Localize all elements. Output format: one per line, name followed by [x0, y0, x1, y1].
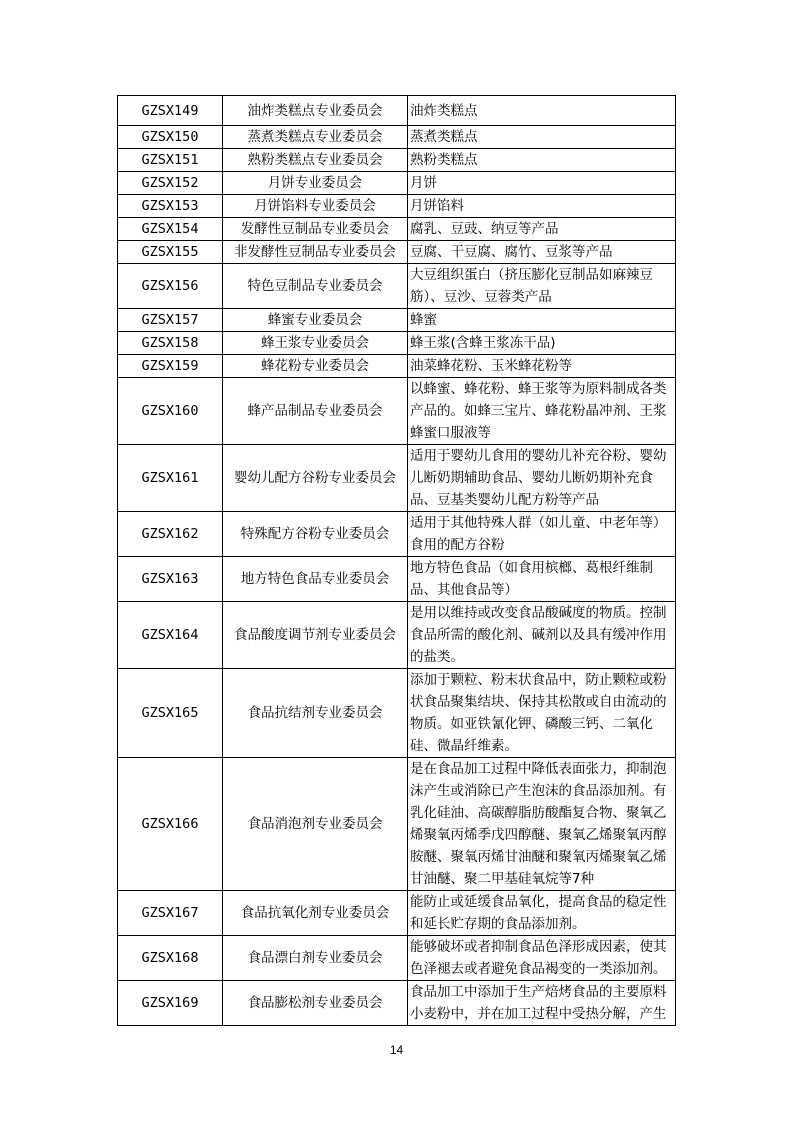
committee-name: 月饼馅料专业委员会	[223, 195, 408, 218]
committee-code: GZSX150	[118, 126, 223, 149]
committee-scope: 地方特色食品（如食用槟榔、葛根纤维制品、其他食品等）	[408, 557, 676, 602]
committee-scope: 熟粉类糕点	[408, 149, 676, 172]
committee-name: 蜂王浆专业委员会	[223, 332, 408, 355]
table-row	[118, 195, 676, 218]
table-row	[118, 126, 676, 149]
committee-scope: 以蜂蜜、蜂花粉、蜂王浆等为原料制成各类产品的。如蜂三宝片、蜂花粉晶冲剂、王浆蜂蜜口服液等	[408, 378, 676, 445]
committee-scope: 蜂蜜	[408, 309, 676, 332]
committee-scope: 豆腐、干豆腐、腐竹、豆浆等产品	[408, 241, 676, 264]
committee-code: GZSX160	[118, 378, 223, 445]
table-body	[118, 96, 676, 1026]
table-row	[118, 445, 676, 512]
committee-code: GZSX155	[118, 241, 223, 264]
committee-code: GZSX154	[118, 218, 223, 241]
committee-code: GZSX158	[118, 332, 223, 355]
table-row	[118, 758, 676, 891]
committee-name: 熟粉类糕点专业委员会	[223, 149, 408, 172]
committee-code: GZSX156	[118, 264, 223, 309]
page-number: 14	[389, 1043, 404, 1057]
table-row	[118, 669, 676, 758]
committee-name: 婴幼儿配方谷粉专业委员会	[223, 445, 408, 512]
committee-code: GZSX166	[118, 758, 223, 891]
table-row	[118, 96, 676, 126]
committee-name: 油炸类糕点专业委员会	[223, 96, 408, 126]
committee-code: GZSX157	[118, 309, 223, 332]
committee-code: GZSX165	[118, 669, 223, 758]
committee-name: 蒸煮类糕点专业委员会	[223, 126, 408, 149]
committee-code: GZSX167	[118, 891, 223, 936]
committee-code: GZSX163	[118, 557, 223, 602]
committee-code: GZSX164	[118, 602, 223, 669]
committee-name: 食品抗氧化剂专业委员会	[223, 891, 408, 936]
committee-name: 食品酸度调节剂专业委员会	[223, 602, 408, 669]
committee-name: 地方特色食品专业委员会	[223, 557, 408, 602]
table-row	[118, 981, 676, 1026]
table-row	[118, 602, 676, 669]
committee-name: 蜂产品制品专业委员会	[223, 378, 408, 445]
committee-scope: 是用以维持或改变食品酸碱度的物质。控制食品所需的酸化剂、碱剂以及具有缓冲作用的盐类。	[408, 602, 676, 669]
committee-table	[117, 95, 676, 1026]
committee-code: GZSX162	[118, 512, 223, 557]
committee-scope: 适用于其他特殊人群（如儿童、中老年等）食用的配方谷粉	[408, 512, 676, 557]
committee-scope: 能够破坏或者抑制食品色泽形成因素，使其色泽褪去或者避免食品褐变的一类添加剂。	[408, 936, 676, 981]
committee-scope: 蒸煮类糕点	[408, 126, 676, 149]
committee-name: 蜂花粉专业委员会	[223, 355, 408, 378]
committee-name: 食品漂白剂专业委员会	[223, 936, 408, 981]
committee-name: 特色豆制品专业委员会	[223, 264, 408, 309]
committee-scope: 添加于颗粒、粉末状食品中，防止颗粒或粉状食品聚集结块、保持其松散或自由流动的物质。如亚铁氰化钾、磷酸三钙、二氧化硅、微晶纤维素。	[408, 669, 676, 758]
committee-scope: 适用于婴幼儿食用的婴幼儿补充谷粉、婴幼儿断奶期辅助食品、婴幼儿断奶期补充食品、豆基类婴幼儿配方粉等产品	[408, 445, 676, 512]
committee-name: 食品抗结剂专业委员会	[223, 669, 408, 758]
committee-code: GZSX168	[118, 936, 223, 981]
table-row	[118, 936, 676, 981]
committee-code: GZSX149	[118, 96, 223, 126]
table-row	[118, 378, 676, 445]
committee-scope: 能防止或延缓食品氧化，提高食品的稳定性和延长贮存期的食品添加剂。	[408, 891, 676, 936]
committee-scope: 月饼	[408, 172, 676, 195]
table-row	[118, 557, 676, 602]
table-row	[118, 355, 676, 378]
committee-name: 特殊配方谷粉专业委员会	[223, 512, 408, 557]
committee-scope: 月饼馅料	[408, 195, 676, 218]
committee-code: GZSX161	[118, 445, 223, 512]
committee-name: 非发酵性豆制品专业委员会	[223, 241, 408, 264]
table-row	[118, 218, 676, 241]
table-row	[118, 241, 676, 264]
committee-code: GZSX153	[118, 195, 223, 218]
committee-scope: 食品加工中添加于生产焙烤食品的主要原料小麦粉中，并在加工过程中受热分解，产生	[408, 981, 676, 1026]
table-row	[118, 172, 676, 195]
committee-name: 食品消泡剂专业委员会	[223, 758, 408, 891]
committee-scope: 腐乳、豆豉、纳豆等产品	[408, 218, 676, 241]
committee-code: GZSX169	[118, 981, 223, 1026]
committee-scope: 是在食品加工过程中降低表面张力，抑制泡沫产生或消除已产生泡沫的食品添加剂。有乳化硅油、高碳醇脂肪酸酯复合物、聚氧乙烯聚氧丙烯季戊四醇醚、聚氧乙烯聚氧丙醇胺醚、聚氧丙烯甘油醚和聚氧丙烯聚氧乙烯甘油醚、聚二甲基硅氧烷等7种	[408, 758, 676, 891]
table-row	[118, 309, 676, 332]
committee-name: 蜂蜜专业委员会	[223, 309, 408, 332]
committee-code: GZSX151	[118, 149, 223, 172]
table-row	[118, 332, 676, 355]
table-row	[118, 512, 676, 557]
table-row	[118, 149, 676, 172]
committee-scope: 油菜蜂花粉、玉米蜂花粉等	[408, 355, 676, 378]
table-row	[118, 891, 676, 936]
committee-code: GZSX152	[118, 172, 223, 195]
committee-name: 月饼专业委员会	[223, 172, 408, 195]
committee-scope: 大豆组织蛋白（挤压膨化豆制品如麻辣豆筋）、豆沙、豆蓉类产品	[408, 264, 676, 309]
committee-scope: 蜂王浆(含蜂王浆冻干品)	[408, 332, 676, 355]
table-row	[118, 264, 676, 309]
committee-scope: 油炸类糕点	[408, 96, 676, 126]
committee-code: GZSX159	[118, 355, 223, 378]
committee-name: 食品膨松剂专业委员会	[223, 981, 408, 1026]
committee-name: 发酵性豆制品专业委员会	[223, 218, 408, 241]
